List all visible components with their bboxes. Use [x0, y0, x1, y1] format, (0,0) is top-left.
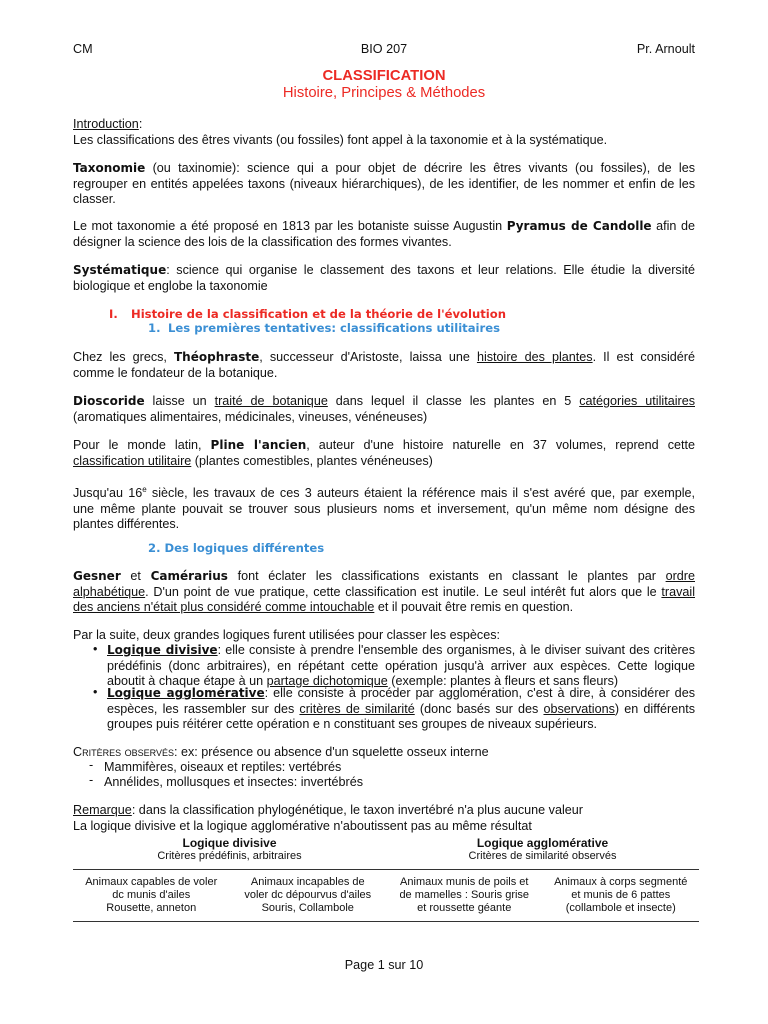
intro-heading: Introduction: [73, 117, 139, 131]
systematique-paragraph: Systématique: science qui organise le classement des taxons et leur relations. Elle étudie la diversité biologique et englobe la taxonomie: [73, 263, 695, 293]
section-1-title: Histoire de la classification et de la théorie de l'évolution: [131, 307, 506, 321]
dash-1: -: [89, 758, 94, 772]
subsection-1-number: 1.: [148, 321, 161, 335]
table-header-agglomerative: Logique agglomérative Critères de similarité observés: [468, 836, 617, 862]
taxonomie-term: Taxonomie: [73, 161, 146, 175]
intro-text: Les classifications des êtres vivants (ou fossiles) font appel à la taxonomie et à la systématique.: [73, 132, 608, 147]
dash-2: -: [89, 773, 94, 787]
table-cell: Animaux munis de poils et de mamelles : Souris grise et roussette géante: [386, 870, 543, 922]
criteres-line: Critères observés: ex: présence ou absence d'un squelette osseux interne: [73, 745, 489, 759]
logique-divisive-item: Logique divisive: elle consiste à prendre l'ensemble des organismes, à le diviser suivant des critères prédéfinis (donc arbitraires), en répétant cette opération jusqu'à arriver aux espèces. Cette logique aboutit à chaque étape à un partage dichotomique (exemple: plantes à fleurs et sans fleurs): [107, 643, 695, 688]
logiques-intro: Par la suite, deux grandes logiques furent utilisées pour classer les espèces:: [73, 628, 501, 642]
section-1-number: I.: [109, 307, 118, 321]
header-right: Pr. Arnoult: [636, 42, 695, 56]
candolle-name: Pyramus de Candolle: [506, 219, 652, 233]
gesner-paragraph: Gesner et Camérarius font éclater les classifications existants en classant le plantes par ordre alphabétique. D'un point de vue pratique, cette classification est inutile. Le seul intérêt fut alors que le travail des anciens n'était plus considéré comme intouchable et il pouvait être remis en question.: [73, 569, 695, 614]
logique-divisive-term: Logique divisive: [107, 643, 218, 657]
criteres-item-2: Annélides, mollusques et insectes: invertébrés: [104, 775, 364, 789]
taxonomie-paragraph: Taxonomie (ou taxinomie): science qui a pour objet de décrire les êtres vivants (ou fossiles), de les regrouper en entités appelées taxons (niveaux hiérarchiques), de les identifier, de les nommer et enfin de les classer.: [73, 161, 695, 206]
bullet-2: •: [93, 685, 98, 699]
page-subtitle: Histoire, Principes & Méthodes: [282, 85, 486, 101]
subsection-2-title: 2. Des logiques différentes: [148, 541, 325, 555]
page-number: Page 1 sur 10: [344, 958, 424, 972]
jusqu-paragraph: Jusqu'au 16e siècle, les travaux de ces 3 auteurs étaient la référence mais il s'est avéré que, par exemple, une même plante pouvait se trouver sous plusieurs noms et inversement, qu'un même nom désigne des plantes différentes.: [73, 485, 695, 532]
bullet-1: •: [93, 642, 98, 656]
table-header-row: [73, 837, 699, 870]
table-row: [73, 870, 699, 922]
pline-paragraph: Pour le monde latin, Pline l'ancien, auteur d'une histoire naturelle en 37 volumes, reprend cette classification utilitaire (plantes comestibles, plantes vénéneuses): [73, 438, 695, 468]
table-cell: Animaux incapables de voler dc dépourvus d'ailes Souris, Collambole: [230, 870, 387, 922]
theophraste-paragraph: Chez les grecs, Théophraste, successeur d'Aristoste, laissa une histoire des plantes. Il est considéré comme le fondateur de la botanique.: [73, 350, 696, 380]
header-center: BIO 207: [360, 42, 408, 56]
remarque-paragraph: Remarque: dans la classification phylogénétique, le taxon invertébré n'a plus aucune valeur La logique divisive et la logique agglomérative n'aboutissent pas au même résultat: [73, 803, 583, 833]
dioscoride-paragraph: Dioscoride laisse un traité de botanique dans lequel il classe les plantes en 5 catégories utilitaires (aromatiques alimentaires, médicinales, vineuses, vénéneuses): [73, 394, 695, 424]
table-cell: Animaux capables de voler dc munis d'ailes Rousette, anneton: [73, 870, 230, 922]
header-left: CM: [73, 42, 93, 56]
subsection-1-title: Les premières tentatives: classifications utilitaires: [168, 321, 500, 335]
logique-agglomerative-item: Logique agglomérative: elle consiste à procéder par agglomération, c'est à dire, à considérer des espèces, les rassembler sur des critères de similarité (donc basés sur des observations) en différents groupes puis réitérer cette opération e n constituant ses groupes de niveaux supérieurs.: [107, 686, 695, 731]
logique-agglomerative-term: Logique agglomérative: [107, 686, 265, 700]
criteres-label: Critères observés: [73, 745, 174, 759]
page-title: CLASSIFICATION: [322, 68, 446, 84]
mot-taxonomie-paragraph: Le mot taxonomie a été proposé en 1813 par les botaniste suisse Augustin Pyramus de Candolle afin de désigner la science des lois de la classification des formes vivantes.: [73, 219, 695, 249]
criteres-item-1: Mammifères, oiseaux et reptiles: vertébrés: [104, 760, 342, 774]
table-cell: Animaux à corps segmenté et munis de 6 pattes (collambole et insecte): [543, 870, 700, 922]
table-header-divisive: Logique divisive Critères prédéfinis, arbitraires: [157, 836, 302, 862]
comparison-table: [73, 837, 699, 922]
intro-paragraph: Introduction: Les classifications des êtres vivants (ou fossiles) font appel à la taxonomie et à la systématique.: [73, 117, 695, 148]
systematique-term: Systématique: [73, 263, 167, 277]
remarque-label: Remarque: [73, 803, 132, 817]
